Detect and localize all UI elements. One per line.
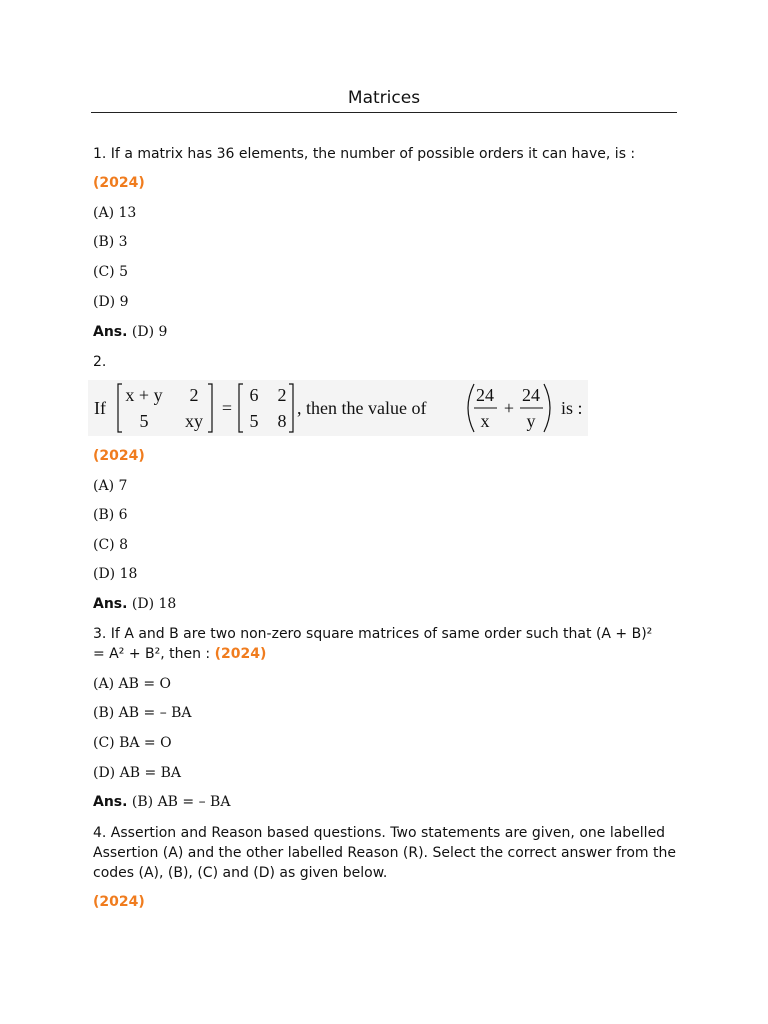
matrix-1-right-bracket <box>208 384 212 432</box>
page-title: Matrices <box>347 88 421 108</box>
eq-if: If <box>94 398 106 418</box>
eq-is: is : <box>561 398 583 418</box>
fraction-1-numerator: 24 <box>476 385 494 405</box>
question-1-option-d: (D) 9 <box>93 294 129 310</box>
matrix-2-right-bracket <box>289 384 293 432</box>
matrix-2-b11: 6 <box>249 385 259 405</box>
question-1-text: 1. If a matrix has 36 elements, the number of possible orders it can have, is : <box>93 146 636 162</box>
eq-equals: = <box>221 398 233 418</box>
answer-value: (D) 9 <box>127 324 168 340</box>
matrix-2-b12: 2 <box>277 385 287 405</box>
left-paren <box>468 384 474 432</box>
eq-then-text: , then the value of <box>297 398 427 418</box>
question-2-option-c: (C) 8 <box>93 537 128 553</box>
question-3-text-line-1: 3. If A and B are two non-zero square matrices of same order such that (A + B)² <box>93 626 653 642</box>
question-4-text: 4. Assertion and Reason based questions. Two statements are given, one labelled Assertion (A) and the other labelled Reason (R). Select the correct answer from the codes (A), (B), (C) and (D) as given below. <box>93 825 676 881</box>
question-4-year: (2024) <box>93 894 145 910</box>
matrix-1-left-bracket <box>118 384 122 432</box>
matrix-2-b22: 8 <box>277 411 287 431</box>
answer-value: (D) 18 <box>127 596 177 612</box>
question-1-year: (2024) <box>93 175 145 191</box>
question-3-text-line-2 <box>93 646 266 662</box>
matrix-1-a22: xy <box>185 411 203 431</box>
question-2-answer <box>93 596 176 612</box>
fraction-2-denominator: y <box>526 411 536 431</box>
question-3-option-c: (C) BA = O <box>93 735 172 751</box>
fraction-2-numerator: 24 <box>522 385 540 405</box>
eq-plus: + <box>503 398 515 418</box>
fraction-1-denominator: x <box>480 411 490 431</box>
answer-label: Ans. <box>93 596 128 612</box>
question-2-option-b: (B) 6 <box>93 507 128 523</box>
question-1-option-c: (C) 5 <box>93 264 128 280</box>
answer-label: Ans. <box>93 794 128 810</box>
matrix-1-a21: 5 <box>139 411 149 431</box>
matrix-1-a11: x + y <box>125 385 163 405</box>
question-2-option-d: (D) 18 <box>93 566 138 582</box>
question-2-equation <box>88 380 588 436</box>
matrix-2-left-bracket <box>239 384 243 432</box>
question-3-year: (2024) <box>214 646 267 662</box>
question-2-option-a: (A) 7 <box>93 478 128 494</box>
question-2-year: (2024) <box>93 448 145 464</box>
question-3-answer <box>93 794 230 810</box>
title-divider <box>91 112 677 113</box>
right-paren <box>544 384 550 432</box>
question-3-text-cont: = A² + B², then : <box>93 646 215 662</box>
question-1-answer <box>93 324 167 340</box>
answer-label: Ans. <box>93 324 128 340</box>
matrix-1-a12: 2 <box>189 385 199 405</box>
matrix-2-b21: 5 <box>249 411 259 431</box>
question-3-option-b: (B) AB = – BA <box>93 705 192 721</box>
question-3-option-d: (D) AB = BA <box>93 765 182 781</box>
question-2-number: 2. <box>93 354 107 370</box>
question-1-option-b: (B) 3 <box>93 234 128 250</box>
question-3-option-a: (A) AB = O <box>93 676 171 692</box>
question-1-option-a: (A) 13 <box>93 205 137 221</box>
equation-svg <box>88 380 588 436</box>
answer-value: (B) AB = – BA <box>127 794 231 810</box>
